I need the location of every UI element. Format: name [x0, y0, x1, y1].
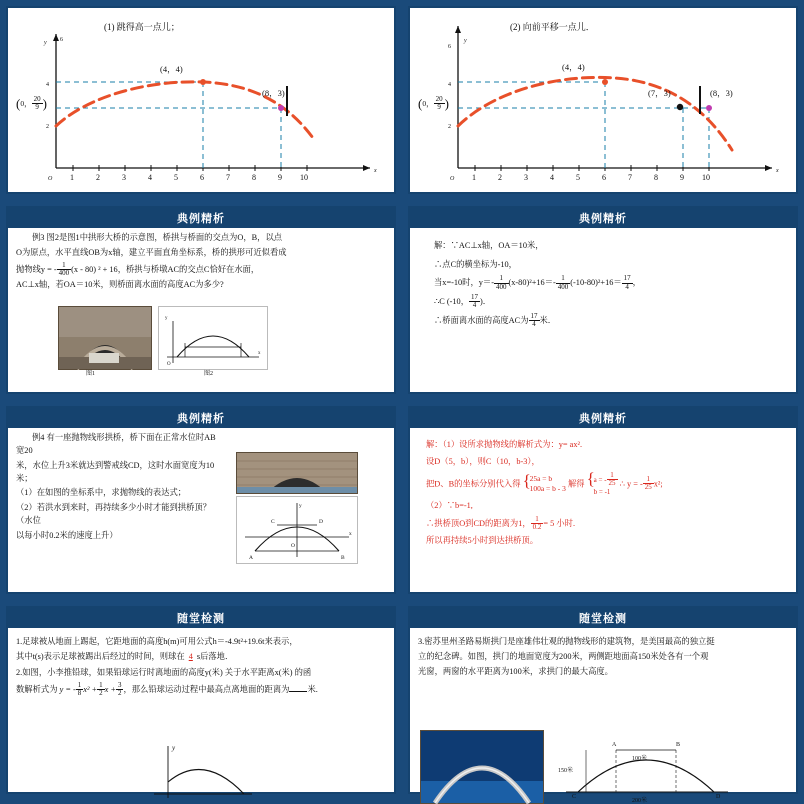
slide-8-fig-150: 150米: [558, 768, 574, 774]
svg-text:3: 3: [122, 173, 126, 182]
svg-text:x: x: [776, 168, 779, 174]
svg-text:7: 7: [628, 173, 632, 182]
svg-text:x: x: [258, 351, 261, 356]
svg-text:y: y: [165, 316, 168, 321]
slide-2-point-1: (4，4): [562, 62, 585, 72]
slide-7: [0, 600, 402, 800]
slide-6-card: [408, 406, 798, 594]
answer-blank-2: [289, 691, 307, 692]
bridge-photo: [58, 306, 152, 370]
slide-2-title: (2) 向前平移一点儿．: [510, 22, 595, 32]
slide-1-graph: [8, 8, 394, 192]
slide-5-line-5: 以每小时0.2米的速度上升）: [16, 531, 118, 541]
slide-8-line-1: 3.密苏里州圣路易斯拱门是座雄伟壮观的抛物线形的建筑物，是美国最高的独立挺: [418, 637, 715, 646]
svg-text:O: O: [167, 362, 171, 367]
slide-7-fig-y: y: [172, 744, 176, 752]
slide-1-point-2: (8，3): [262, 88, 285, 98]
slide-8-fig-c: C: [572, 794, 577, 800]
svg-text:6: 6: [60, 37, 63, 43]
slide-6-line-4: （2）∵b=-1,: [426, 500, 473, 510]
slide-4-line-5: ∴桥面离水面的高度AC为 $\frac{17}{4}$ 米．: [434, 311, 557, 329]
svg-text:5: 5: [174, 173, 178, 182]
slide-4-body: [434, 238, 788, 388]
slide-4-line-1: 解：∵AC⊥x轴，OA＝10米，: [434, 241, 544, 250]
svg-text:3: 3: [524, 173, 528, 182]
slide-2-point-2: (7，3): [648, 88, 671, 98]
svg-text:4: 4: [448, 82, 451, 88]
slide-5-fig-o: O: [291, 543, 295, 549]
slide-8-card: [408, 606, 798, 804]
slide-2-card: [408, 6, 798, 194]
arch-photo: [420, 730, 544, 804]
svg-text:O: O: [450, 176, 455, 182]
slide-2-left-label: (0， $\frac{20}{9}$ ): [418, 95, 449, 112]
slide-3: [0, 200, 402, 400]
svg-text:4: 4: [550, 173, 554, 182]
svg-text:2: 2: [498, 173, 502, 182]
svg-text:8: 8: [654, 173, 658, 182]
svg-text:7: 7: [226, 173, 230, 182]
slide-5-fig-b: B: [341, 555, 345, 561]
slide-7-banner: 随堂检测: [8, 608, 394, 628]
slide-3-line-5: AC⊥x轴，若OA＝10米，则桥面离水面的高度AC为多少?: [16, 280, 224, 290]
slide-5-fig-c: C: [271, 519, 275, 525]
slide-1-title: (1) 跳得高一点儿；: [104, 22, 180, 32]
slide-7-line-4: 数解析式为 y = - $\frac{1}{8}$ x² + $\frac{1}{2}$ x + $\frac{3}{2}$ ，那么铅球运动过程中最高点离地面的距离为 米.: [16, 680, 318, 697]
slide-3-line-1: 例3 图2是图1中拱形大桥的示意图，桥拱与桥面的交点为O，B，以点: [32, 233, 283, 242]
slide-7-line-3: 2.如图，小李推铅球，如果铅球运行时离地面的高度y(米) 关于水平距离x(米) 的函: [16, 667, 312, 677]
slide-5-line-1: 例4 有一座抛物线形拱桥，桥下面在正常水位时AB宽20: [16, 433, 216, 455]
svg-text:5: 5: [576, 173, 580, 182]
slide-5-fig-x: x: [349, 531, 352, 537]
slide-5-line-3: （1）在如图的坐标系中，求抛物线的表达式；: [16, 488, 187, 498]
slide-3-card: [6, 206, 396, 394]
figure-caption-1: 图1: [86, 371, 96, 377]
slide-8-diagram: [556, 726, 736, 804]
slide-6-banner: 典例精析: [410, 408, 796, 428]
slide-5-body: [16, 432, 216, 588]
slide-1-left-label: (0， $\frac{20}{9}$ ): [16, 95, 47, 112]
slide-7-line-2: 其中t(s)表示足球被踢出后经过的时间，则球在 4 s后落地．: [16, 651, 234, 661]
slide-1-card: [6, 6, 396, 194]
slide-1-point-1: (4，4): [160, 64, 183, 74]
slide-5-line-2: 米，水位上升3米就达到警戒线CD，这时水面宽度为10米；: [16, 460, 215, 483]
svg-text:2: 2: [96, 173, 100, 182]
bridge-diagram: [158, 306, 268, 370]
slide-5-fig-d: D: [319, 519, 323, 525]
slide-4-line-4: ∴C (-10， $\frac{17}{4}$ )．: [434, 292, 492, 310]
slide-5-banner: 典例精析: [8, 408, 394, 428]
svg-text:10: 10: [702, 173, 710, 182]
svg-text:6: 6: [602, 173, 606, 182]
slide-4-line-2: ∴点C的横坐标为-10，: [434, 259, 517, 269]
slide-1: [0, 0, 402, 200]
svg-text:8: 8: [252, 173, 256, 182]
slide-7-diagram: [148, 738, 258, 802]
slide-6-line-1: 解：（1）设所求抛物线的解析式为：y= ax².: [426, 440, 583, 449]
slide-3-banner: 典例精析: [8, 208, 394, 228]
slide-6-line-3: 把D、B的坐标分别代入得 { 25a = b 100a = b - 3 解得 { a = - $\frac{1}{25}$ b = -1 ∴ y = - $\frac{1}{25}$ x²;: [426, 468, 663, 496]
slide-3-line-2: O为原点，水平直线OB为x轴，建立平面直角坐标系，桥的拱形可近似看成: [16, 247, 287, 257]
svg-text:9: 9: [278, 173, 282, 182]
slide-2-graph: [410, 8, 796, 192]
slide-8-fig-a: A: [612, 742, 617, 748]
slide-5-fig-y: y: [299, 503, 302, 509]
slide-8-fig-b: B: [676, 742, 681, 748]
slide-7-card: [6, 606, 396, 794]
slide-8: [402, 600, 804, 804]
svg-text:y: y: [44, 40, 47, 46]
slide-6-body: [426, 438, 788, 588]
svg-text:2: 2: [448, 124, 451, 130]
svg-text:4: 4: [148, 173, 152, 182]
brick-bridge-photo: [236, 452, 358, 494]
svg-text:2: 2: [46, 124, 49, 130]
slide-2-point-3: (8，3): [710, 88, 733, 98]
slide-3-line-3: 抛物线y = - $\frac{1}{400}$ (x - 80) ² + 16，桥拱与桥墩AC的交点C恰好在水面，: [16, 260, 260, 278]
svg-text:4: 4: [46, 82, 49, 88]
svg-text:10: 10: [300, 173, 308, 182]
slide-5-line-4: （2）若洪水到来时，再持续多少小时才能到拱桥顶？（水位: [16, 503, 211, 526]
slide-8-line-2: 立的纪念碑。如图，拱门的地面宽度为200米，两侧距地面高150米处各有一个观: [418, 651, 709, 661]
svg-text:x: x: [374, 168, 377, 174]
slide-8-line-3: 光窗，两窗的水平距离为100米，求拱门的最大高度。: [418, 666, 613, 676]
slide-6-line-6: 所以再持续5小时到达拱桥顶。: [426, 536, 539, 546]
slide-5-diagram: [236, 496, 358, 564]
slide-5: [0, 400, 402, 600]
svg-text:9: 9: [680, 173, 684, 182]
slide-4-banner: 典例精析: [410, 208, 796, 228]
slide-4-card: [408, 206, 798, 394]
slide-8-fig-d: D: [716, 794, 721, 800]
slide-4: [402, 200, 804, 400]
slide-8-fig-200: 200米: [632, 798, 648, 804]
svg-text:1: 1: [472, 173, 476, 182]
answer-blank-1: 4: [188, 651, 193, 661]
slide-2: [402, 0, 804, 200]
slide-6: [402, 400, 804, 600]
svg-text:1: 1: [70, 173, 74, 182]
slide-5-card: [6, 406, 396, 594]
svg-text:y: y: [464, 38, 467, 44]
slide-7-line-1: 1.足球被从地面上踢起，它距地面的高度h(m)可用公式h＝-4.9t²+19.6t来表示，: [16, 637, 298, 646]
slide-8-banner: 随堂检测: [410, 608, 796, 628]
slide-8-fig-100: 100米: [632, 756, 648, 762]
slide-4-line-3: 当x=-10时，y＝- $\frac{1}{400}$ (x-80)²+16＝- $\frac{1}{400}$ (-10-80)²+16＝ $\frac{17}{4}$ ，: [434, 274, 641, 291]
svg-text:6: 6: [200, 173, 204, 182]
svg-text:O: O: [48, 176, 53, 182]
figure-caption-2: 图2: [204, 371, 214, 377]
slide-6-line-5: ∴拱桥顶O到CD的距离为1， $\frac{1}{0.2}$ = 5 小时.: [426, 514, 576, 532]
slide-6-line-2: 设D（5，b），则C（10，b-3），: [426, 456, 540, 466]
svg-text:6: 6: [448, 44, 451, 50]
slide-5-fig-a: A: [249, 555, 253, 561]
